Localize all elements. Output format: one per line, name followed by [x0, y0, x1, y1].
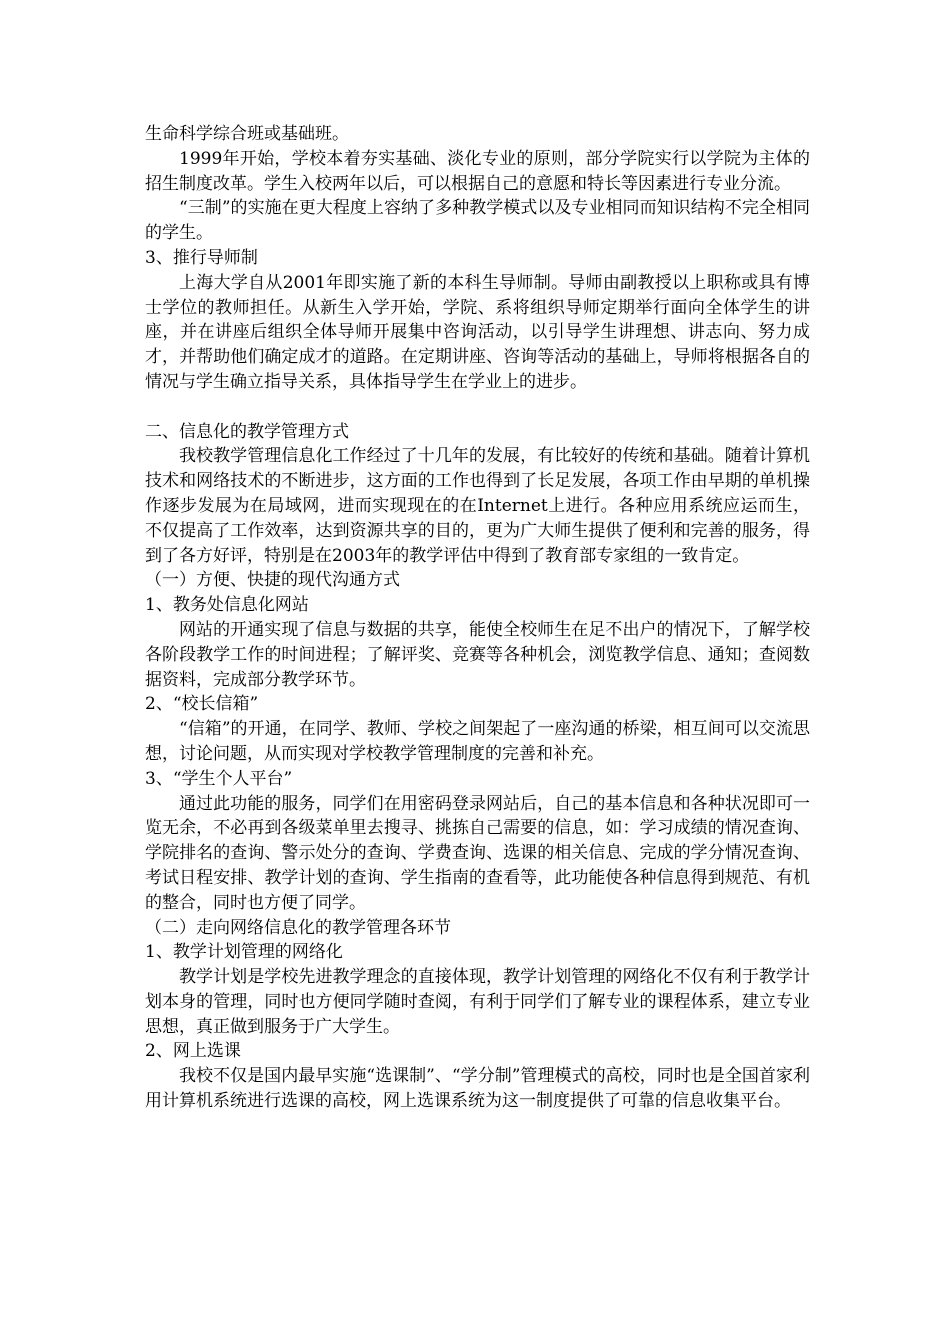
paragraph-three-systems: “三制”的实施在更大程度上容纳了多种教学模式以及专业相同而知识结构不完全相同的学生。 [145, 198, 810, 244]
heading-network-management: （二）走向网络信息化的教学管理各环节 [145, 917, 451, 938]
paragraph-president-mailbox: “信箱”的开通，在同学、教师、学校之间架起了一座沟通的桥梁，相互间可以交流思想，讨论问题，从而实现对学校教学管理制度的完善和补充。 [145, 719, 810, 764]
paragraph-continuation: 生命科学综合班或基础班。 [145, 124, 349, 144]
paragraph-tutor-system: 上海大学自从2001年即实施了新的本科生导师制。导师由副教授以上职称或具有博士学位的教师担任。从新生入学开始，学院、系将组织导师定期举行面向全体学生的讲座，并在讲座后组织全体导师开展集中咨询活动，以引导学生讲理想、讲志向、努力成才，并帮助他们确定成才的道路。在定期讲座、咨询等活动的基础上，导师将根据各自的情况与学生确立指导关系，具体指导学生在学业上的进步。 [145, 272, 810, 392]
heading-student-platform: 3、“学生个人平台” [145, 768, 293, 789]
blank-line [145, 395, 810, 420]
paragraph-teaching-plan: 教学计划是学校先进教学理念的直接体现，教学计划管理的网络化不仅有利于教学计划本身的管理，同时也方便同学随时查阅，有利于同学们了解专业的课程体系，建立专业思想，真正做到服务于广大学生。 [145, 967, 810, 1037]
heading-president-mailbox: 2、“校长信箱” [145, 694, 259, 715]
heading-teaching-plan: 1、教学计划管理的网络化 [145, 942, 343, 963]
paragraph-online-course-selection: 我校不仅是国内最早实施“选课制”、“学分制”管理模式的高校，同时也是全国首家利用计算机系统进行选课的高校，网上选课系统为这一制度提供了可靠的信息收集平台。 [145, 1066, 810, 1112]
paragraph-student-platform: 通过此功能的服务，同学们在用密码登录网站后，自己的基本信息和各种状况即可一览无余，不必再到各级菜单里去搜寻、挑拣自己需要的信息，如：学习成绩的情况查询、学院排名的查询、警示处分的查询、学费查询、选课的相关信息、完成的学分情况查询、考试日程安排、教学计划的查询、学生指南的查看等，此功能使各种信息得到规范、有机的整合，同时也方便了同学。 [145, 793, 810, 913]
heading-online-course-selection: 2、网上选课 [145, 1041, 241, 1062]
heading-communication: （一）方便、快捷的现代沟通方式 [145, 570, 400, 591]
document-page [145, 122, 810, 1114]
paragraph-information-management: 我校教学管理信息化工作经过了十几年的发展，有比较好的传统和基础。随着计算机技术和网络技术的不断进步，这方面的工作也得到了长足发展，各项工作由早期的单机操作逐步发展为在局域网，进而实现现在的在Internet上进行。各种应用系统应运而生，不仅提高了工作效率，达到资源共享的目的，更为广大师生提供了便利和完善的服务，得到了各方好评，特别是在2003年的教学评估中得到了教育部专家组的一致肯定。 [145, 446, 810, 566]
heading-tutor-system: 3、推行导师制 [145, 247, 258, 268]
paragraph-enrollment-reform: 1999年开始，学校本着夯实基础、淡化专业的原则，部分学院实行以学院为主体的招生制度改革。学生入校两年以后，可以根据自己的意愿和特长等因素进行专业分流。 [145, 148, 810, 194]
paragraph-office-website: 网站的开通实现了信息与数据的共享，能使全校师生在足不出户的情况下，了解学校各阶段教学工作的时间进程；了解评奖、竞赛等各种机会，浏览教学信息、通知；查阅数据资料，完成部分教学环节。 [145, 619, 810, 690]
heading-office-website: 1、教务处信息化网站 [145, 595, 309, 616]
heading-information-management: 二、信息化的教学管理方式 [145, 421, 349, 442]
